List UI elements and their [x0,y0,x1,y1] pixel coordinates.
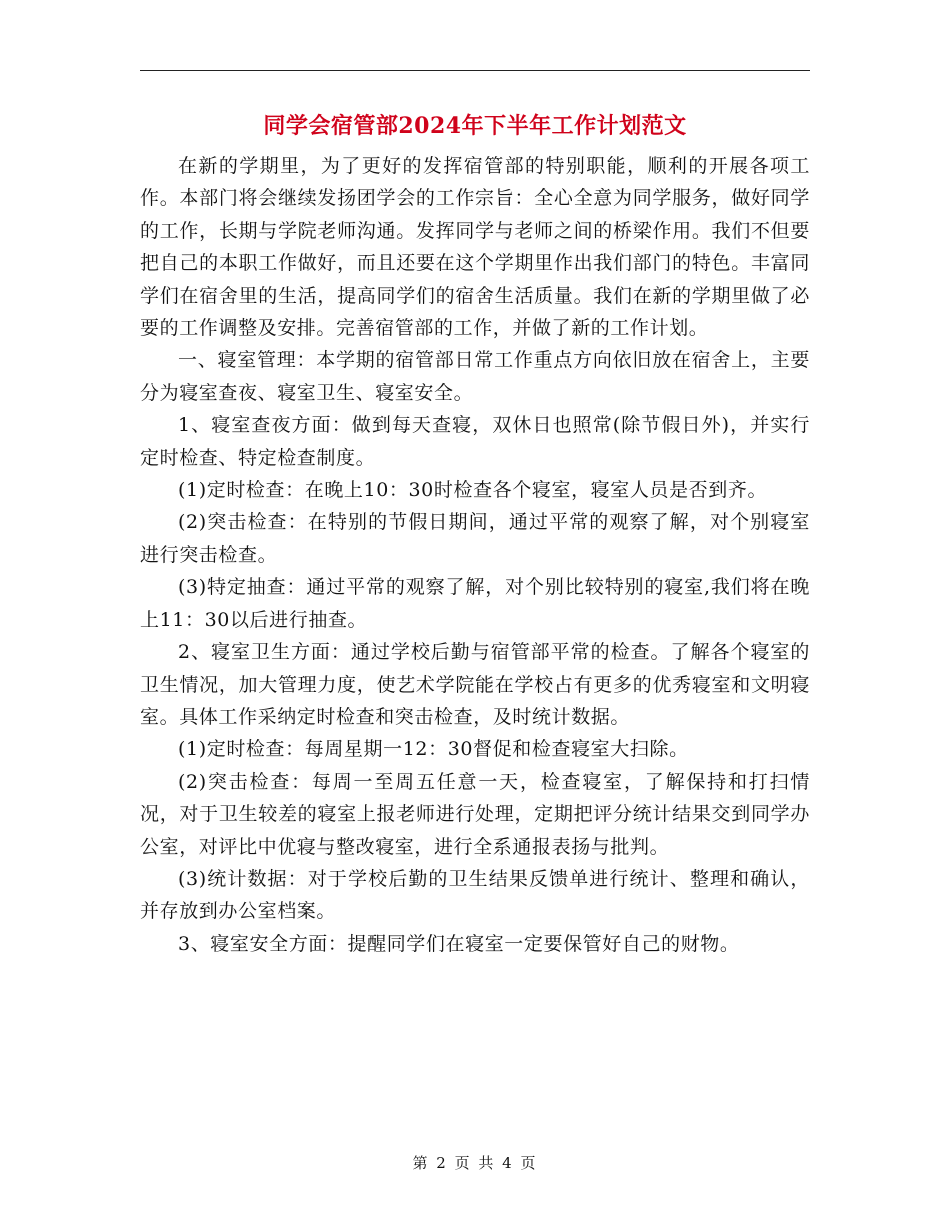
paragraph-item-2-2: (2)突击检查：每周一至周五任意一天，检查寝室，了解保持和打扫情况，对于卫生较差的寝室上报老师进行处理，定期把评分统计结果交到同学办公室，对评比中优寝与整改寝室，进行全系通报表扬与批判。 [140,770,810,858]
paragraph-item-1-3: (3)特定抽查：通过平常的观察了解，对个别比较特别的寝室,我们将在晚上11：30以后进行抽查。 [140,576,810,631]
header-rule [140,70,810,71]
paragraph-item-1-1: (1)定时检查：在晚上10：30时检查各个寝室，寝室人员是否到齐。 [178,479,768,502]
paragraph-item-3: 3、寝室安全方面：提醒同学们在寝室一定要保管好自己的财物。 [178,932,740,955]
paragraph-item-2-1: (1)定时检查：每周星期一12：30督促和检查寝室大扫除。 [178,738,689,761]
paragraph-item-2: 2、寝室卫生方面：通过学校后勤与宿管部平常的检查。了解各个寝室的卫生情况，加大管理力度，使艺术学院能在学校占有更多的优秀寝室和文明寝室。具体工作采纳定时检查和突击检查，及时统计数据。 [140,641,810,728]
page-number: 第 2 页 共 4 页 [412,1154,538,1172]
document-title: 同学会宿管部2024年下半年工作计划范文 [263,113,687,139]
paragraph-item-1: 1、寝室查夜方面：做到每天查寝，双休日也照常(除节假日外)，并实行定时检查、特定检查制度。 [140,414,810,469]
paragraph-intro: 在新的学期里，为了更好的发挥宿管部的特别职能，顺利的开展各项工作。本部门将会继续发扬团学会的工作宗旨：全心全意为同学服务，做好同学的工作，长期与学院老师沟通。发挥同学与老师之间的桥梁作用。我们不但要把自己的本职工作做好，而且还要在这个学期里作出我们部门的特色。丰富同学们在宿舍里的生活，提高同学们的宿舍生活质量。我们在新的学期里做了必要的工作调整及安排。完善宿管部的工作，并做了新的工作计划。 [140,155,810,340]
paragraph-item-2-3: (3)统计数据：对于学校后勤的卫生结果反馈单进行统计、整理和确认，并存放到办公室档案。 [140,867,810,923]
document-body [140,150,810,960]
paragraph-item-1-2: (2)突击检查：在特别的节假日期间，通过平常的观察了解，对个别寝室进行突击检查。 [140,511,810,566]
paragraph-section-1: 一、寝室管理：本学期的宿管部日常工作重点方向依旧放在宿舍上，主要分为寝室查夜、寝室卫生、寝室安全。 [140,349,810,404]
